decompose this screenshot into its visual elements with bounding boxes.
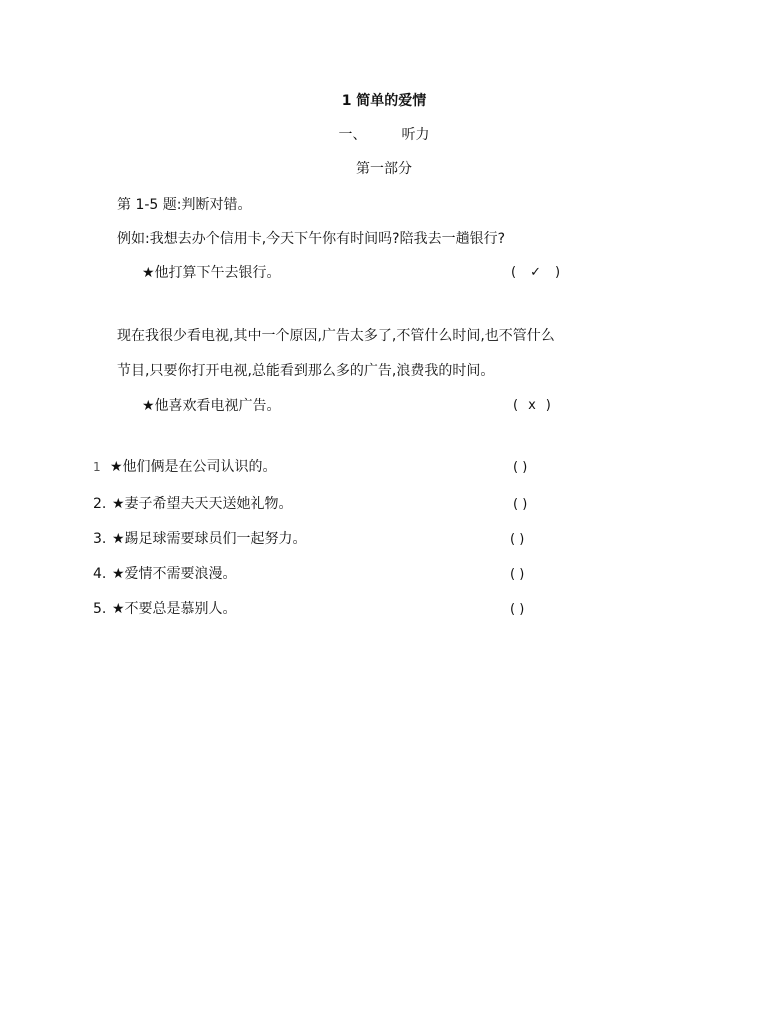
example2-statement: ★他喜欢看电视广告。: [142, 398, 281, 414]
question-number: 2.: [93, 496, 107, 512]
example1-text: 例如:我想去办个信用卡,今天下午你有时间吗?陪我去一趟银行?: [117, 231, 506, 247]
example2-answer-box: ( x ): [513, 398, 551, 413]
instruction: 第 1-5 题:判断对错。: [117, 197, 252, 213]
answer-blank[interactable]: ( ): [510, 532, 525, 547]
question-text: ★踢足球需要球员们一起努力。: [112, 531, 307, 547]
answer-blank[interactable]: ( ): [510, 567, 525, 582]
question-text: ★不要总是慕别人。: [112, 601, 237, 617]
question-text: ★爱情不需要浪漫。: [112, 566, 237, 582]
part-heading: 第一部分: [356, 161, 412, 177]
example2-line2: 节目,只要你打开电视,总能看到那么多的广告,浪费我的时间。: [117, 363, 495, 379]
example2-line1: 现在我很少看电视,其中一个原因,广告太多了,不管什么时间,也不管什么: [117, 328, 555, 344]
question-text: ★妻子希望夫天天送她礼物。: [112, 496, 293, 512]
answer-blank[interactable]: ( ): [513, 497, 528, 512]
check-mark: ✓: [530, 265, 541, 280]
question-number: 1: [93, 460, 101, 474]
question-number: 4.: [93, 566, 107, 582]
example1-statement: ★他打算下午去银行。: [142, 265, 281, 281]
example1-answer-box: ( ✓ ): [511, 265, 561, 280]
question-number: 3.: [93, 531, 107, 547]
cross-mark: x: [528, 398, 536, 413]
answer-blank[interactable]: ( ): [510, 602, 525, 617]
section-heading: [0, 128, 768, 142]
answer-blank[interactable]: ( ): [513, 460, 528, 475]
question-text: ★他们俩是在公司认识的。: [110, 459, 277, 475]
section-number: 一、: [338, 127, 367, 143]
question-number: 5.: [93, 601, 107, 617]
section-label: 听力: [401, 127, 430, 143]
page-title: 1 简单的爱情: [341, 93, 427, 109]
